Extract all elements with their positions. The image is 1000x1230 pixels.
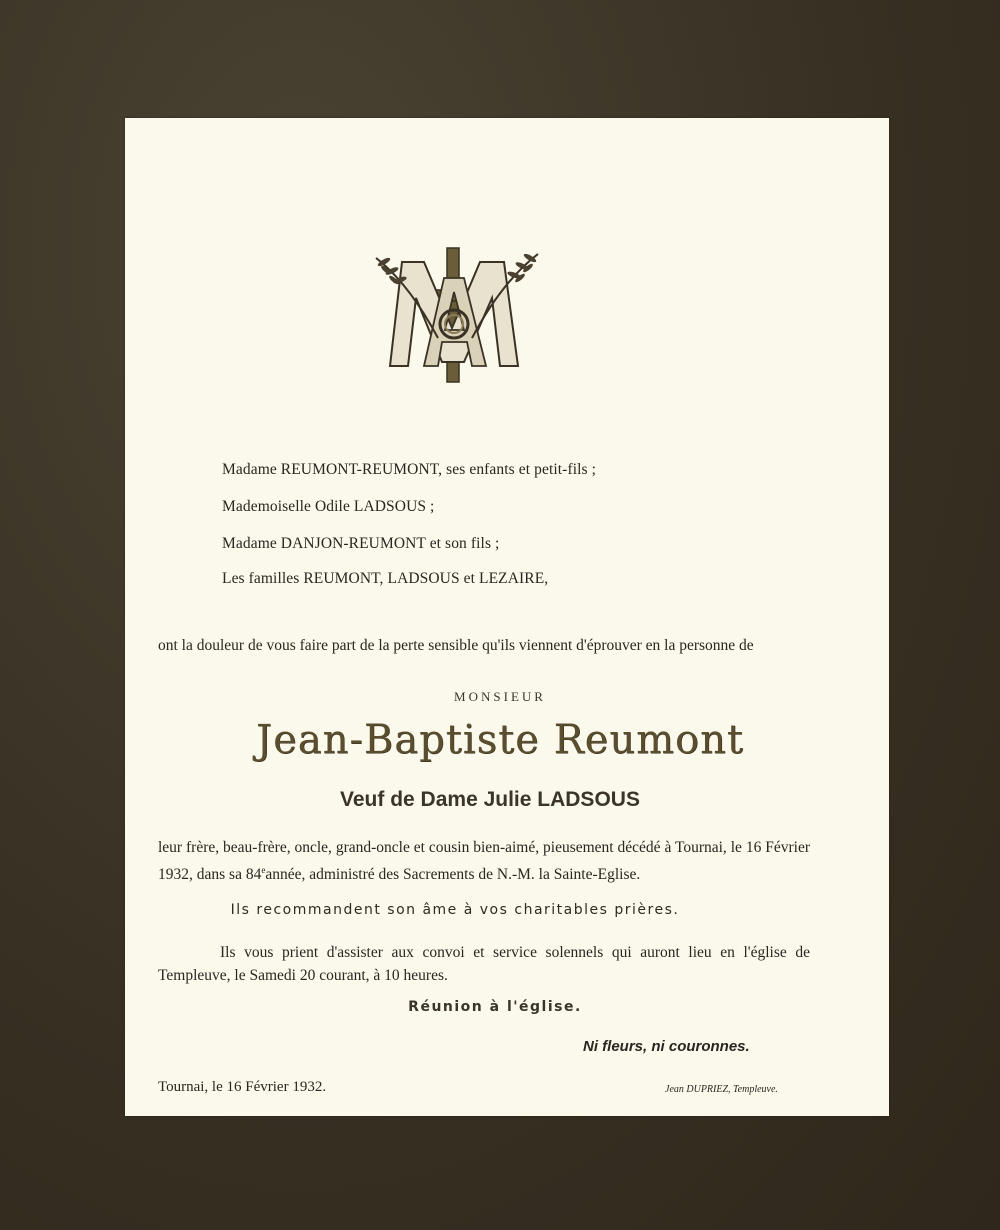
announcement-text: ont la douleur de vous faire part de la perte sensible qu'ils viennent d'éprouver en la personne de: [158, 637, 754, 654]
deceased-name: Jean-Baptiste Reumont: [256, 717, 744, 763]
prayer-request: Ils recommandent son âme à vos charitables prières.: [230, 902, 680, 918]
family-line-4: Les familles REUMONT, LADSOUS et LEZAIRE,: [222, 570, 549, 587]
no-flowers-note: Ni fleurs, ni couronnes.: [583, 1038, 750, 1055]
details-text-2: année, administré des Sacrements de N.-M. la Sainte-Eglise.: [265, 866, 641, 884]
service-paragraph: Ils vous prient d'assister aux convoi et service solennels qui auront lieu en l'église de Templeuve, le Samedi 20 courant, à 10 heures.: [158, 944, 810, 984]
printer-credit: Jean DUPRIEZ, Templeuve.: [665, 1084, 778, 1095]
family-line-3: Madame DANJON-REUMONT et son fils ;: [222, 535, 500, 552]
monogram-am-cross-palm-icon: [372, 238, 542, 384]
dateline: Tournai, le 16 Février 1932.: [158, 1079, 327, 1095]
details-text-1: leur frère, beau-frère, oncle, grand-oncle et cousin bien-aimé, pieusement décédé à Tournai, le 16 Février 1932, dans sa 84: [158, 839, 810, 884]
honorific: MONSIEUR: [454, 689, 546, 704]
family-line-1: Madame REUMONT-REUMONT, ses enfants et petit-fils ;: [222, 461, 597, 478]
spouse-line: Veuf de Dame Julie LADSOUS: [340, 788, 640, 811]
details-paragraph: [158, 836, 810, 886]
family-line-2: Mademoiselle Odile LADSOUS ;: [222, 498, 435, 515]
reunion-note: Réunion à l'église.: [408, 999, 582, 1015]
ordinal-suffix: e: [261, 865, 266, 875]
